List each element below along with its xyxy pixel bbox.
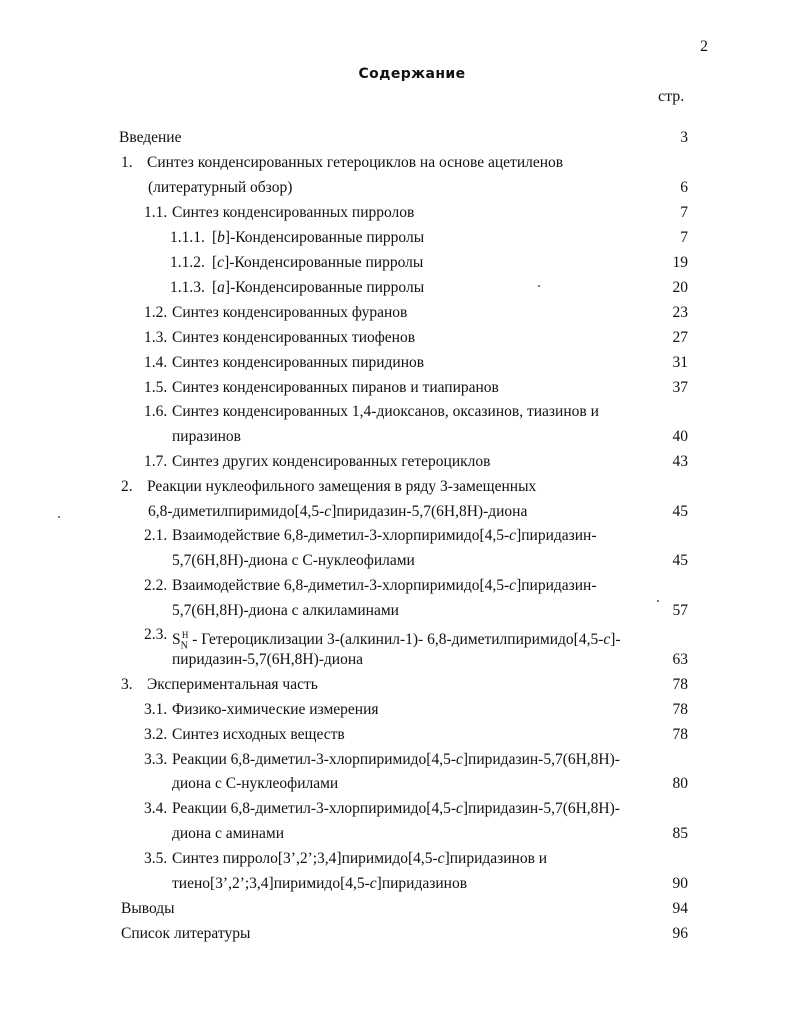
- toc-entry-title: [172, 873, 467, 895]
- toc-entry-page: 27: [672, 329, 688, 346]
- toc-entry: [0, 152, 793, 174]
- toc-entry-number: 1.1.1.: [170, 229, 205, 246]
- title-part: ]-: [610, 631, 621, 649]
- title-part: тиено[3’,2’;3,4]пиримидо[4,5-: [172, 875, 370, 892]
- toc-entry-page: 7: [680, 229, 688, 246]
- title-part: ]пиридазинов: [376, 875, 468, 892]
- title-italic-locant: c: [603, 631, 611, 649]
- toc-entry-title: Синтез конденсированных фуранов: [172, 304, 408, 321]
- toc-entry: [0, 202, 793, 224]
- toc-entry-title: 5,7(6H,8H)-диона с алкиламинами: [172, 602, 399, 619]
- toc-entry: [0, 600, 793, 622]
- toc-entry-page: 23: [672, 304, 688, 321]
- toc-entry-title: Список литературы: [121, 925, 251, 942]
- toc-entry-number: 1.7.: [144, 453, 168, 470]
- title-italic-locant: c: [456, 800, 463, 817]
- title-part: [: [212, 229, 218, 246]
- toc-entry-title: [172, 525, 597, 547]
- toc-entry-page: 78: [672, 726, 688, 743]
- toc-entry: [0, 848, 793, 870]
- toc-entry: [0, 426, 793, 448]
- toc-entry-title: Синтез других конденсированных гетероциклов: [172, 453, 491, 470]
- toc-entry: [0, 177, 793, 199]
- toc-entry: [0, 277, 793, 299]
- toc-entry-page: 96: [672, 925, 688, 942]
- toc-entry-number: 1.: [121, 154, 133, 171]
- title-part: ]пиридазинов и: [444, 850, 548, 867]
- title-part: ]пиридазин-: [516, 527, 597, 544]
- toc-entry-number: 3.3.: [144, 751, 168, 768]
- toc-entry-title: [212, 252, 423, 274]
- toc-entry: [0, 377, 793, 399]
- title-part: Взаимодействие 6,8-диметил-3-хлорпиримидо[4,5-: [172, 577, 510, 594]
- title-part: Взаимодействие 6,8-диметил-3-хлорпиримидо[4,5-: [172, 527, 510, 544]
- toc-entry-title: Синтез конденсированных пиранов и тиапиранов: [172, 379, 499, 396]
- toc-entry-title: Синтез конденсированных 1,4-диоксанов, оксазинов, тиазинов и: [172, 403, 599, 420]
- toc-entry-page: 7: [680, 204, 688, 221]
- toc-entry: [0, 674, 793, 696]
- toc-entry-title: Экспериментальная часть: [147, 676, 318, 693]
- toc-entry: [0, 252, 793, 274]
- title-part: ]пиридазин-5,7(6H,8H)-: [462, 751, 620, 768]
- toc-entry: [0, 476, 793, 498]
- title-part: Реакции 6,8-диметил-3-хлорпиримидо[4,5-: [172, 751, 456, 768]
- toc-entry: [0, 923, 793, 945]
- toc-entry-title: (литературный обзор): [148, 179, 293, 196]
- toc-entry-page: 78: [672, 701, 688, 718]
- toc-entry-title: [172, 749, 620, 771]
- toc-entry-page: 57: [672, 602, 688, 619]
- toc-entry: [0, 575, 793, 597]
- toc-entry: [0, 873, 793, 895]
- toc-entry-page: 43: [672, 453, 688, 470]
- page-title: Содержание: [358, 66, 466, 82]
- toc-entry-page: 37: [672, 379, 688, 396]
- toc-entry-title: Введение: [119, 129, 182, 146]
- title-part: [: [212, 279, 218, 296]
- title-italic-locant: b: [217, 229, 225, 246]
- toc-entry-page: 45: [672, 503, 688, 520]
- toc-entry-page: 85: [672, 825, 688, 842]
- toc-entry-title: Синтез конденсированных гетероциклов на основе ацетиленов: [147, 154, 564, 171]
- reaction-symbol: S: [172, 631, 181, 649]
- toc-entry-page: 45: [672, 552, 688, 569]
- title-part: 6,8-диметилпиримидо[4,5-: [148, 503, 325, 520]
- title-part: - Гетероциклизации 3-(алкинил-1)- 6,8-диметилпиримидо[4,5-: [188, 631, 604, 649]
- toc-entry-number: 3.4.: [144, 800, 168, 817]
- toc-entry: [0, 823, 793, 845]
- toc-entry: [0, 302, 793, 324]
- title-part: Синтез пирроло[3’,2’;3,4]пиримидо[4,5-: [172, 850, 438, 867]
- title-part: [: [212, 254, 218, 271]
- toc-entry-page: 94: [672, 900, 688, 917]
- toc-entry-number: 1.1.2.: [170, 254, 205, 271]
- toc-entry: [0, 451, 793, 473]
- toc-entry-title: Синтез конденсированных пиридинов: [172, 354, 425, 371]
- toc-entry-page: 3: [680, 129, 688, 146]
- toc-entry-number: 1.3.: [144, 329, 168, 346]
- title-italic-locant: c: [324, 503, 332, 520]
- toc-entry: [0, 898, 793, 920]
- toc-entry-number: 3.1.: [144, 701, 168, 718]
- toc-entry-title: 5,7(6H,8H)-диона с C-нуклеофилами: [172, 552, 415, 569]
- toc-entry: [0, 550, 793, 572]
- toc-entry: [0, 773, 793, 795]
- toc-entry-number: 1.4.: [144, 354, 168, 371]
- title-part: ]-Конденсированные пирролы: [224, 229, 425, 246]
- toc-entry-title: [148, 501, 527, 523]
- scan-speck: [538, 285, 540, 287]
- toc-entry-title: Синтез конденсированных пирролов: [172, 204, 415, 221]
- toc-entry-page: 80: [672, 775, 688, 792]
- toc-entry-number: 1.2.: [144, 304, 168, 321]
- toc-entry-title: Синтез конденсированных тиофенов: [172, 329, 416, 346]
- toc-entry-number: 1.1.3.: [170, 279, 205, 296]
- title-part: ]-Конденсированные пирролы: [224, 254, 424, 271]
- toc-entry: [0, 501, 793, 523]
- toc-entry-number: 3.2.: [144, 726, 168, 743]
- title-italic-locant: c: [456, 751, 463, 768]
- title-part: ]пиридазин-5,7(6H,8H)-: [462, 800, 620, 817]
- title-italic-locant: c: [437, 850, 445, 867]
- toc-entry: [0, 401, 793, 423]
- page-column-header: стр.: [658, 88, 685, 105]
- toc-entry: [0, 798, 793, 820]
- toc-entry-page: 63: [672, 651, 688, 668]
- title-part: ]-Конденсированные пирролы: [224, 279, 425, 296]
- title-part: ]пиридазин-5,7(6H,8H)-диона: [331, 503, 528, 520]
- toc-entry-title: [172, 848, 547, 870]
- toc-entry-number: 1.5.: [144, 379, 168, 396]
- toc-entry: [0, 352, 793, 374]
- toc-entry-number: 2.2.: [144, 577, 168, 594]
- toc-entry-number: 2.1.: [144, 527, 168, 544]
- toc-entry-page: 6: [680, 179, 688, 196]
- toc-entry-title: [212, 227, 424, 249]
- title-part: ]пиридазин-: [516, 577, 597, 594]
- title-italic-locant: c: [509, 577, 517, 594]
- toc-entry-title: пиразинов: [172, 428, 242, 445]
- toc-entry-page: 31: [672, 354, 688, 371]
- title-italic-locant: c: [217, 254, 225, 271]
- toc-entry-page: 78: [672, 676, 688, 693]
- toc-entry-title: пиридазин-5,7(6H,8H)-диона: [172, 651, 364, 668]
- toc-entry-title: диона с C-нуклеофилами: [172, 775, 339, 792]
- toc-entry-page: 40: [672, 428, 688, 445]
- toc-entry-title: Реакции нуклеофильного замещения в ряду 3-замещенных: [147, 478, 537, 495]
- toc-entry-page: 90: [672, 875, 688, 892]
- toc-entry-title: [172, 798, 620, 820]
- toc-entry-number: 2.3.: [144, 626, 168, 643]
- toc-entry-title: [172, 575, 597, 597]
- toc-entry-page: 20: [672, 279, 688, 296]
- toc-entry: [0, 749, 793, 771]
- toc-entry-number: 2.: [121, 478, 133, 495]
- title-part: Реакции 6,8-диметил-3-хлорпиримидо[4,5-: [172, 800, 456, 817]
- toc-entry: [0, 649, 793, 671]
- reaction-subscript: N: [180, 640, 188, 652]
- scan-speck: [657, 600, 659, 602]
- toc-entry: [0, 327, 793, 349]
- toc-entry-number: 1.1.: [144, 204, 168, 221]
- toc-entry: [0, 724, 793, 746]
- title-italic-locant: c: [369, 875, 377, 892]
- toc-entry-number: 3.: [121, 676, 133, 693]
- toc-entry-number: 1.6.: [144, 403, 168, 420]
- reaction-superscript: H: [181, 630, 189, 640]
- toc-entry-title: диона с аминами: [172, 825, 284, 842]
- toc-entry: [0, 127, 793, 149]
- title-italic-locant: c: [509, 527, 517, 544]
- toc-entry-title: Выводы: [121, 900, 175, 917]
- toc-entry: [0, 227, 793, 249]
- toc-entry: [0, 699, 793, 721]
- toc-entry-title: Физико-химические измерения: [172, 701, 379, 718]
- toc-entry-title: [212, 277, 424, 299]
- toc-entry-number: 3.5.: [144, 850, 168, 867]
- title-italic-locant: a: [217, 279, 225, 296]
- toc-entry-title: Синтез исходных веществ: [172, 726, 345, 743]
- toc-entry: [0, 525, 793, 547]
- scan-speck: [58, 516, 60, 518]
- page-number: 2: [700, 38, 708, 55]
- toc-entry-page: 19: [672, 254, 688, 271]
- toc-entry: [0, 624, 793, 652]
